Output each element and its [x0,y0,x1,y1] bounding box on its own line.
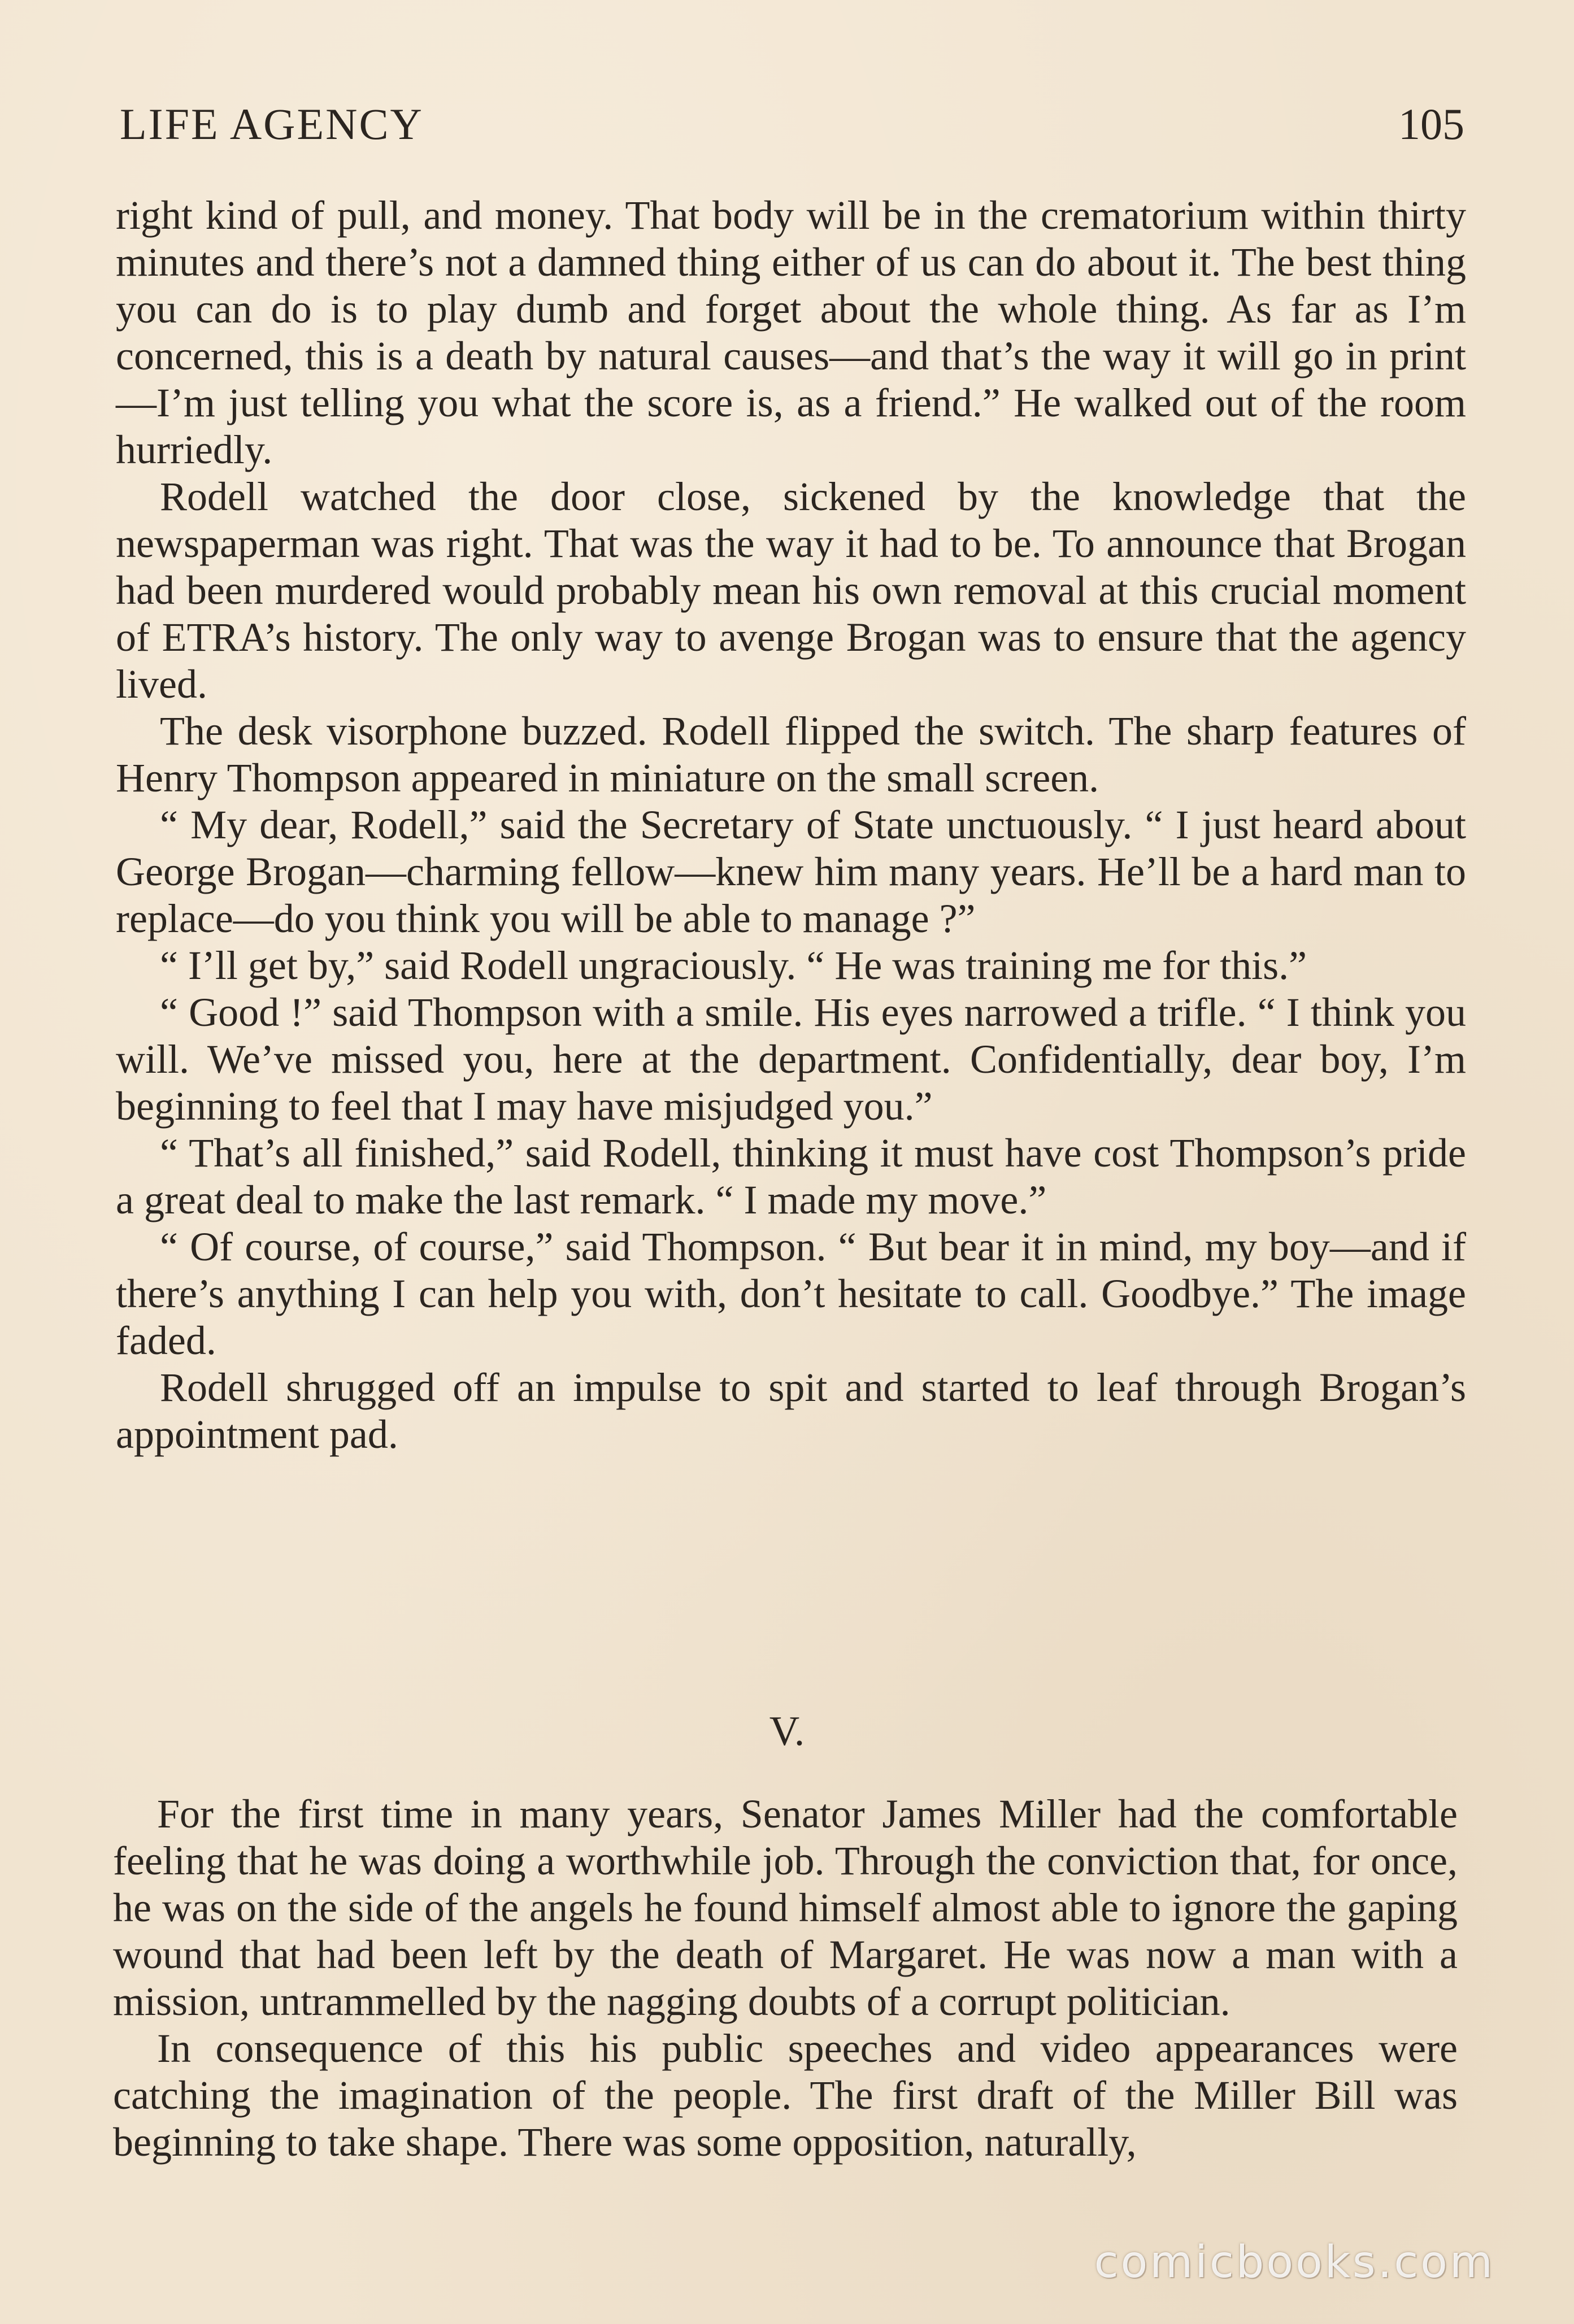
paragraph: “ I’ll get by,” said Rodell ungraciously. “ He was training me for this.” [160,943,1307,988]
paragraph: The desk visorphone buzzed. Rodell flipped the switch. The sharp features of Henry Thompson appeared in miniature on the small screen. [116,708,1466,800]
section-heading: V. [769,1708,805,1755]
paragraph: “ That’s all finished,” said Rodell, thinking it must have cost Thompson’s pride a great deal to make the last remark. “ I made my move.” [116,1130,1466,1222]
paragraph: “ Of course, of course,” said Thompson. “ But bear it in mind, my boy—and if there’s anything I can help you with, don’t hesitate to call. Goodbye.” The image faded. [116,1224,1466,1363]
body-text [116,192,1466,1458]
paragraph: Rodell watched the door close, sickened by the knowledge that the newspaperman was right. That was the way it had to be. To announce that Brogan had been murdered would probably mean his own removal at this crucial moment of ETRA’s history. The only way to avenge Brogan was to ensure that the agency lived. [116,474,1466,707]
page-number: 105 [1398,99,1464,149]
paragraph: “ My dear, Rodell,” said the Secretary of State unctuously. “ I just heard about George Brogan—charming fellow—knew him many years. He’ll be a hard man to replace—do you think you will be able to manage ?” [116,802,1466,941]
paragraph: Rodell shrugged off an impulse to spit and started to leaf through Brogan’s appointment pad. [116,1365,1466,1457]
running-head: LIFE AGENCY [120,99,424,149]
paragraph: In consequence of this his public speeches and video appearances were catching the imagination of the people. The first draft of the Miller Bill was beginning to take shape. There was some opposition, naturally, [113,2026,1458,2165]
section-body-text [113,1791,1458,2166]
paragraph: right kind of pull, and money. That body will be in the crematorium within thirty minutes and there’s not a damned thing either of us can do about it. The best thing you can do is to play dumb and forget about the whole thing. As far as I’m concerned, this is a death by natural causes—and that’s the way it will go in print—I’m just telling you what the score is, as a friend.” He walked out of the room hurriedly. [116,193,1466,472]
watermark: comicbooks.com [1094,2237,1495,2288]
paragraph: For the first time in many years, Senator James Miller had the comfortable feeling that he was doing a worthwhile job. Through the conviction that, for once, he was on the side of the angels he found himself almost able to ignore the gaping wound that had been left by the death of Margaret. He was now a man with a mission, untrammelled by the nagging doubts of a corrupt politician. [113,1791,1458,2024]
paragraph: “ Good !” said Thompson with a smile. His eyes narrowed a trifle. “ I think you will. We’ve missed you, here at the department. Confidentially, dear boy, I’m beginning to feel that I may have misjudged you.” [116,990,1466,1129]
page-header [120,96,1464,153]
